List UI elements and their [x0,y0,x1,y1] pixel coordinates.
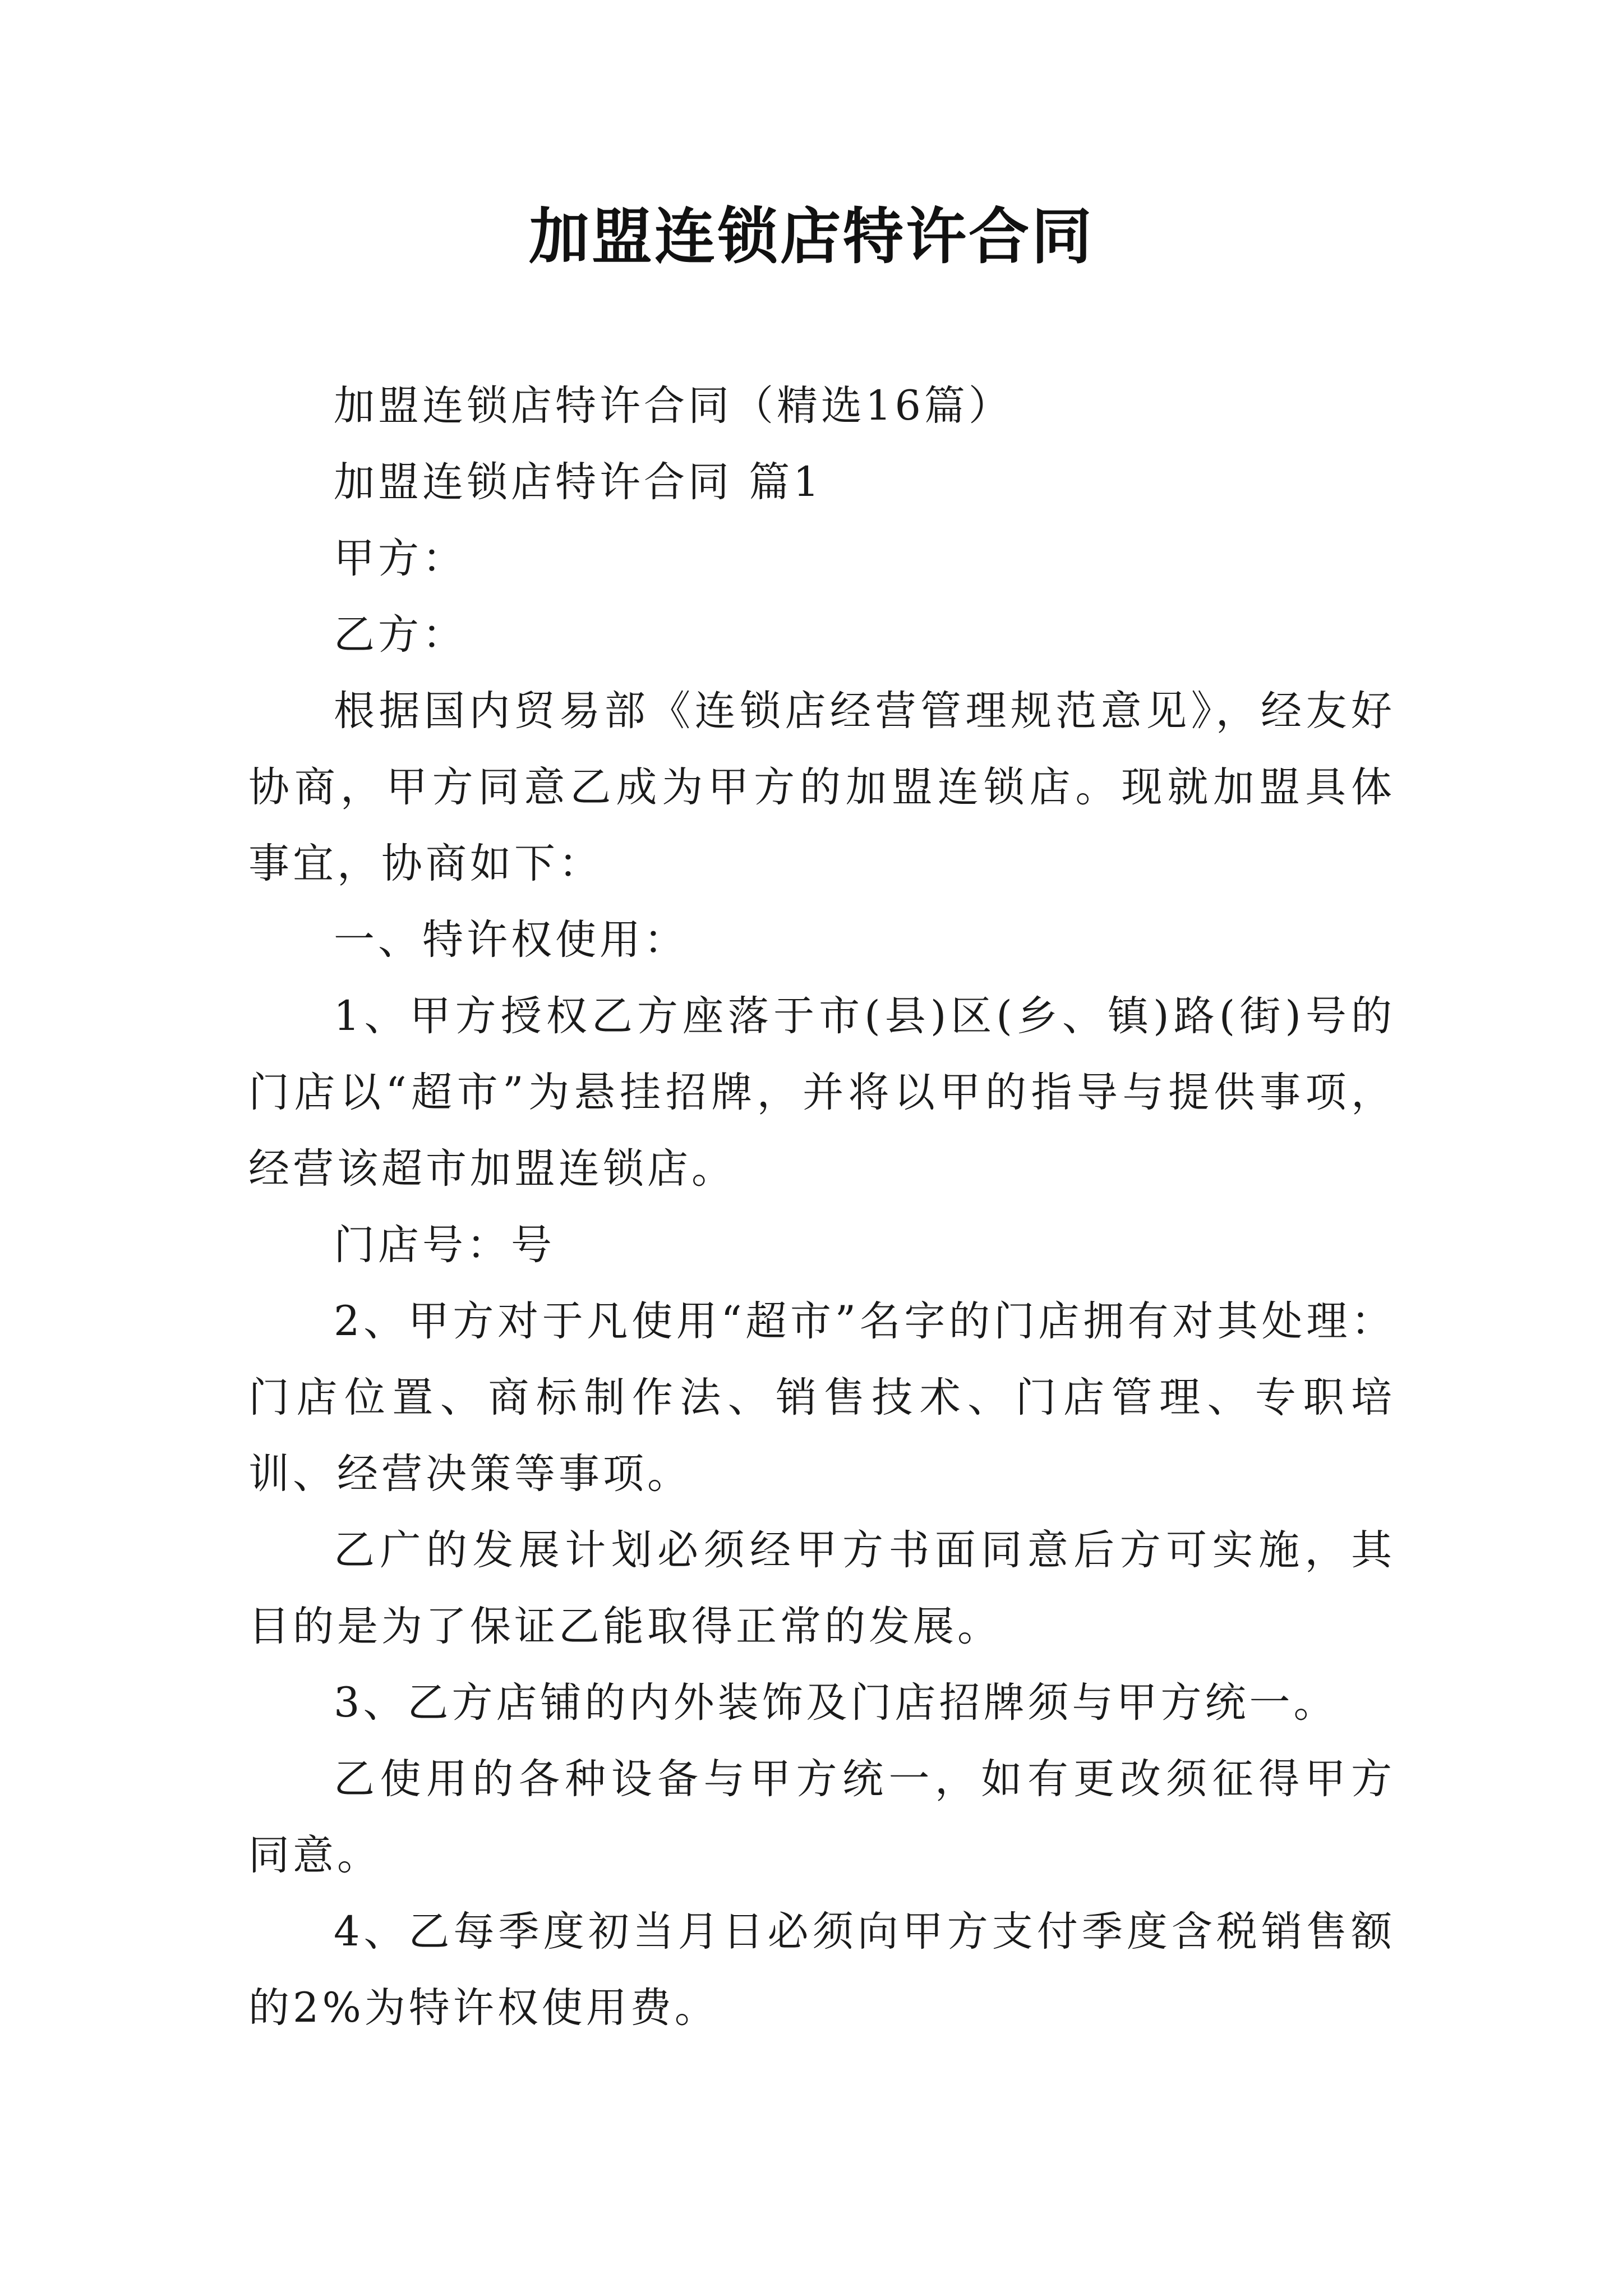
paragraph-clause-2: 2、甲方对于凡使用“超市”名字的门店拥有对其处理：门店位置、商标制作法、销售技术、门店管理、专职培训、经营决策等事项。 [248,1297,1395,1498]
document-body [248,368,1395,2046]
paragraph-party-b: 乙方： [334,611,467,659]
paragraph-preamble: 根据国内贸易部《连锁店经营管理规范意见》，经友好协商，甲方同意乙成为甲方的加盟连锁店。现就加盟具体事宜，协商如下： [248,687,1395,887]
document-title: 加盟连锁店特许合同 [528,201,1094,272]
paragraph-section-heading: 加盟连锁店特许合同 篇1 [334,458,823,506]
paragraph-party-a: 甲方： [334,535,467,582]
paragraph-clause-1: 1、甲方授权乙方座落于市(县)区(乡、镇)路(街)号的门店以“超市”为悬挂招牌，并将以甲的指导与提供事项，经营该超市加盟连锁店。 [248,992,1395,1193]
paragraph-clause-3: 3、乙方店铺的内外装饰及门店招牌须与甲方统一。 [334,1679,1338,1727]
paragraph-clause-heading: 一、特许权使用： [334,916,688,964]
paragraph-store-number: 门店号：号 [334,1221,555,1269]
paragraph-collection-title: 加盟连锁店特许合同（精选16篇） [334,382,1013,430]
paragraph-development-plan: 乙广的发展计划必须经甲方书面同意后方可实施，其目的是为了保证乙能取得正常的发展。 [248,1526,1395,1650]
paragraph-equipment: 乙使用的各种设备与甲方统一，如有更改须征得甲方同意。 [248,1755,1395,1879]
paragraph-clause-4: 4、乙每季度初当月日必须向甲方支付季度含税销售额的2%为特许权使用费。 [248,1908,1395,2032]
